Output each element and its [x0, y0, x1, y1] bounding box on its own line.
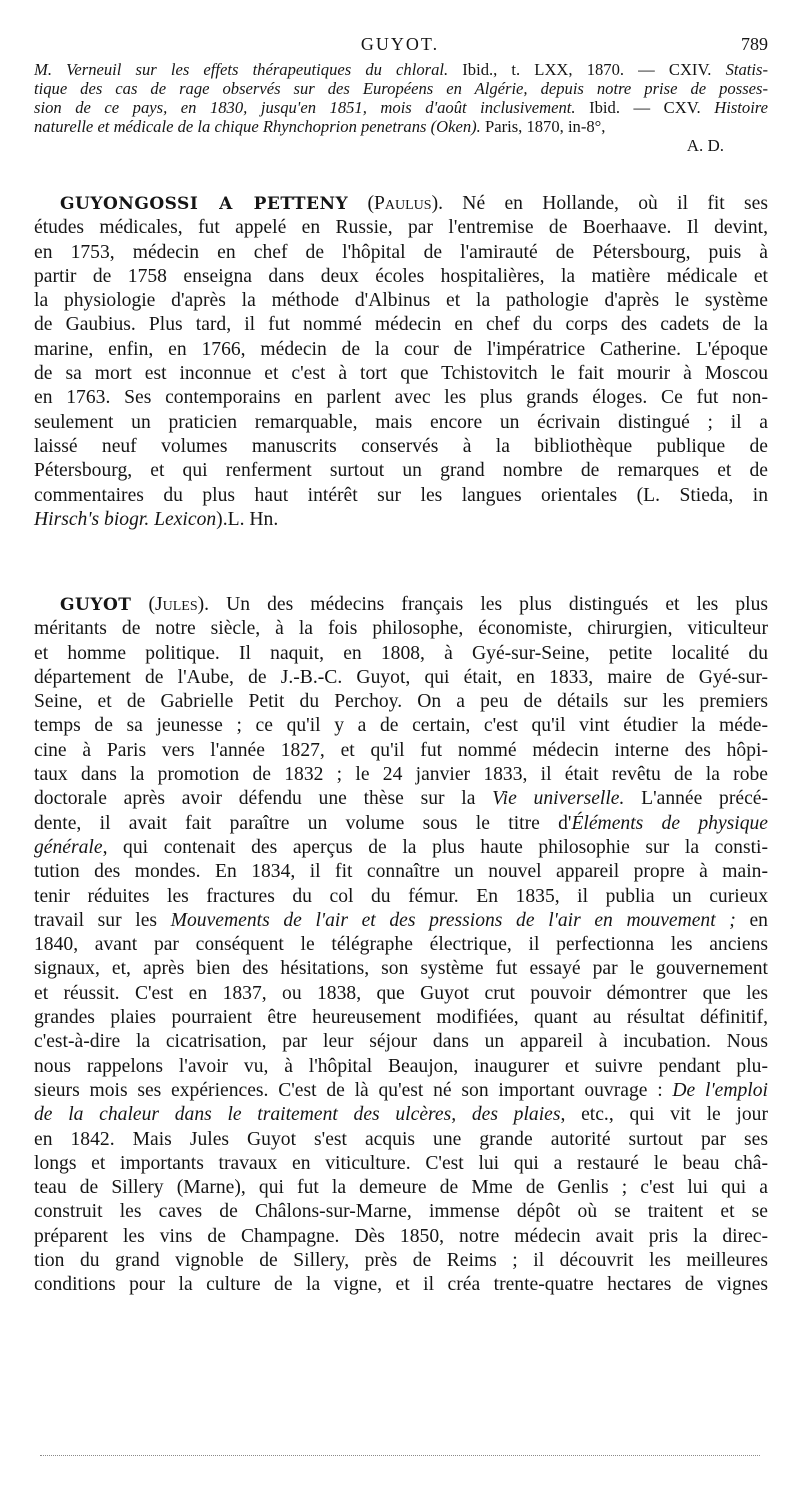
entry-line: en 1753, médecin en chef de l'hôpital de l'amirauté de Pétersbourg, puis à: [34, 241, 768, 263]
entry-line: études médicales, fut appelé en Russie, par l'entremise de Boerhaave. Il devint,: [34, 217, 768, 239]
entry-line: Pétersbourg, et qui renferment surtout un grand nombre de remarques et de: [34, 460, 768, 482]
entry-line: commentaires du plus haut intérêt sur les langues orientales (L. Stieda, in: [34, 484, 768, 506]
bibliography-line: naturelle et médicale de la chique Rhynchoprion penetrans (Oken). Paris, 1870, in-8°,: [34, 117, 606, 136]
page-header: [0, 34, 800, 58]
running-head: GUYOT.: [360, 34, 440, 54]
entry-line: méritants de notre siècle, à la fois philosophe, économiste, chirurgien, viticulteur: [34, 618, 768, 640]
entry-line: temps de sa jeunesse ; ce qu'il y a de certain, c'est qu'il vint étudier la méde-: [34, 715, 768, 737]
entry-last-line: Hirsch's biogr. Lexicon).L. Hn.: [34, 508, 768, 532]
bibliography-line: tique des cas de rage observés sur des Européens en Algérie, depuis notre prise de posses-: [34, 79, 768, 98]
author-signature: L. Hn.: [227, 508, 279, 530]
entry-line: en 1842. Mais Jules Guyot s'est acquis une grande autorité surtout par ses: [34, 1128, 768, 1150]
entry-line: construit les caves de Châlons-sur-Marne, immense dépôt où se traitent et se: [34, 1201, 768, 1223]
entry-line: doctorale après avoir défendu une thèse sur la Vie universelle. L'année précé-: [34, 788, 768, 810]
entry-line: teau de Sillery (Marne), qui fut la demeure de Mme de Genlis ; c'est lui qui a: [34, 1177, 768, 1199]
entry-line: la physiologie d'après la méthode d'Albinus et la pathologie d'après le système: [34, 290, 768, 312]
entry-line: tion du grand vignoble de Sillery, près de Reims ; il découvrit les meilleures: [34, 1250, 768, 1272]
entry-line: de la chaleur dans le traitement des ulcères, des plaies, etc., qui vit le jour: [34, 1104, 768, 1126]
entry-line: et réussit. C'est en 1837, ou 1838, que Guyot crut pouvoir démontrer que les: [34, 982, 768, 1004]
entry-line: tution des mondes. En 1834, il fit connaître un nouvel appareil propre à main-: [34, 861, 768, 883]
entry-line: tenir réduites les fractures du col du fémur. En 1835, il publia un curieux: [34, 885, 768, 907]
entry-forename: (Paulus).: [367, 193, 443, 214]
entry-guyongossi: [34, 192, 768, 532]
bibliography-line: M. Verneuil sur les effets thérapeutiques du chloral. Ibid., t. LXX, 1870. — CXIV. Statis-: [34, 60, 768, 79]
entry-line: travail sur les Mouvements de l'air et des pressions de l'air en mouvement ; en: [34, 909, 768, 931]
entry-line: seulement un praticien remarquable, mais encore un écrivain distingué ; il a: [34, 411, 768, 433]
entry-line: grandes plaies pourraient être heureusement modifiées, quant au résultat définitif,: [34, 1007, 768, 1029]
entry-line: cine à Paris vers l'année 1827, et qu'il fut nommé médecin interne des hôpi-: [34, 739, 768, 761]
entry-headword: GUYOT: [60, 595, 132, 615]
entry-line: Seine, et de Gabrielle Petit du Perchoy. On a peu de détails sur les premiers: [34, 691, 768, 713]
entry-line: partir de 1758 enseigna dans deux écoles hospitalières, la matière médicale et: [34, 265, 768, 287]
entry-first-line: GUYOT (Jules). Un des médecins français les plus distingués et les plus: [60, 594, 768, 615]
entry-line: signaux, et, après bien des hésitations, son système fut essayé par le gouvernement: [34, 958, 768, 980]
entry-line: laissé neuf volumes manuscrits conservés à la bibliothèque publique de: [34, 435, 768, 457]
entry-guyot-jules: [34, 593, 768, 1298]
entry-forename: (Jules).: [148, 594, 210, 615]
bibliography-line: sion de ce pays, en 1830, jusqu'en 1851, mois d'août inclusivement. Ibid. — CXV. Histoire: [34, 98, 769, 117]
entry-line: nous rappelons l'avoir vu, à l'hôpital Beaujon, inaugurer et suivre pendant plu-: [34, 1055, 768, 1077]
entry-line: de sa mort est inconnue et c'est à tort que Tchistovitch le fait mourir à Moscou: [34, 363, 768, 385]
entry-line: dente, il avait fait paraître un volume sous le titre d'Éléments de physique: [34, 812, 768, 834]
entry-line: sieurs mois ses expériences. C'est de là qu'est né son important ouvrage : De l'emploi: [34, 1079, 768, 1101]
page-bottom-bleed: [40, 1455, 760, 1457]
entry-first-line: GUYONGOSSI A PETTENY (Paulus). Né en Hollande, où il fit ses: [60, 193, 768, 214]
entry-line: générale, qui contenait des aperçus de la plus haute philosophie sur la consti-: [34, 836, 768, 858]
author-signature: A. D.: [686, 136, 724, 155]
entry-line: taux dans la promotion de 1832 ; le 24 janvier 1833, il était revêtu de la robe: [34, 764, 768, 786]
entry-line: longs et importants travaux en viticulture. C'est lui qui a restauré le beau châ-: [34, 1152, 768, 1174]
entry-line: et homme politique. Il naquit, en 1808, à Gyé-sur-Seine, petite localité du: [34, 642, 768, 664]
entry-line: marine, enfin, en 1766, médecin de la cour de l'impératrice Catherine. L'époque: [34, 338, 768, 360]
entry-line: département de l'Aube, de J.-B.-C. Guyot, qui était, en 1833, maire de Gyé-sur-: [34, 666, 768, 688]
entry-line: conditions pour la culture de la vigne, et il créa trente-quatre hectares de vignes: [34, 1274, 768, 1296]
entry-line: c'est-à-dire la cicatrisation, par leur séjour dans un appareil à incubation. Nous: [34, 1031, 768, 1053]
previous-entry-bibliography: [34, 60, 768, 158]
entry-line: préparent les vins de Champagne. Dès 1850, notre médecin avait pris la direc-: [34, 1225, 768, 1247]
entry-headword: GUYONGOSSI A PETTENY: [60, 194, 349, 214]
entry-line: de Gaubius. Plus tard, il fut nommé médecin en chef du corps des cadets de la: [34, 314, 768, 336]
entry-line: en 1763. Ses contemporains en parlent avec les plus grands éloges. Ce fut non-: [34, 387, 768, 409]
entry-line: 1840, avant par conséquent le télégraphe électrique, il perfectionna les anciens: [34, 934, 768, 956]
page-number: 789: [741, 34, 768, 54]
